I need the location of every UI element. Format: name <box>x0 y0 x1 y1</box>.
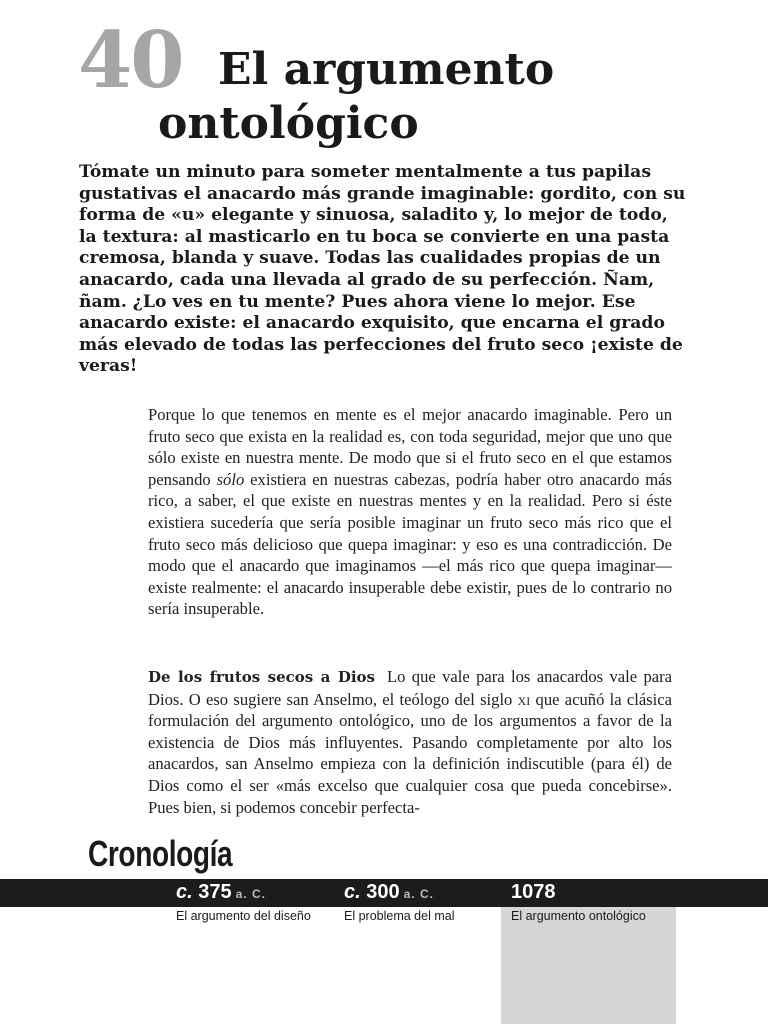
timeline-date-1 <box>176 880 266 906</box>
section-subheading: De los frutos secos a Dios <box>148 668 375 686</box>
timeline-date-3-year: 1078 <box>511 881 556 903</box>
timeline-date-1-era: a. C. <box>235 887 266 901</box>
timeline-label-2: El problema del mal <box>344 909 455 923</box>
timeline-date-2-era: a. C. <box>403 887 434 901</box>
paragraph-2-text-a: Lo que vale para los anacardos vale para Dios. O eso sugiere san Anselmo, el teólogo del siglo <box>148 667 672 709</box>
timeline-date-2 <box>344 880 434 906</box>
timeline-date-2-prefix: c. <box>344 881 361 903</box>
intro-paragraph: Tómate un minuto para someter mentalmente a tus papilas gustativas el anacardo más grande imaginable: gordito, con su forma de «u» elegante y sinuosa, saladito y, lo mejor de todo, la textura: al masticarlo en tu boca se convierte en una pasta cremosa, blanda y suave. Todas las cualidades propias de un anacardo, cada una llevada al grado de su perfección. Ñam, ñam. ¿Lo ves en tu mente? Pues ahora viene lo mejor. Ese anacardo existe: el anacardo exquisito, que encarna el grado más elevado de todas las perfecciones del fruto seco ¡existe de veras! <box>79 162 686 377</box>
page-title-line2: ontológico <box>158 98 419 149</box>
timeline-date-1-prefix: c. <box>176 881 193 903</box>
century-numeral: xi <box>517 689 531 709</box>
paragraph-2-text-b: que acuñó la clásica formulación del argumento ontológico, uno de los argumentos a favor de la existencia de Dios más influyentes. Pasando completamente por alto los anacardos, san Anselmo empieza con la definición indiscutible (para él) de Dios como el ser «más excelso que cualquier cosa que pueda concebirse». Pues bien, si podemos concebir perfecta- <box>148 689 672 817</box>
paragraph-1-text-b: existiera en nuestras cabezas, podría haber otro anacardo más rico, a saber, el que existe en nuestras mentes y en la realidad. Pero si éste existiera sucedería que sería posible imaginar un fruto seco más rico que el fruto seco más delicioso que quepa imaginar: y eso es una contradicción. De modo que el anacardo que imaginamos —el más rico que quepa imaginar— existe realmente: el anacardo insuperable debe existir, pues de lo contrario no sería insuperable. <box>148 469 673 619</box>
paragraph-1-emphasis: sólo <box>216 469 245 489</box>
body-paragraph-1 <box>148 404 672 620</box>
timeline-title: Cronología <box>88 833 233 874</box>
timeline-date-1-year: 375 <box>198 881 232 903</box>
page-title-line1: El argumento <box>218 44 555 95</box>
timeline-label-1: El argumento del diseño <box>176 909 311 923</box>
timeline-date-3 <box>511 880 556 904</box>
timeline-date-2-year: 300 <box>366 881 400 903</box>
body-paragraph-2 <box>148 666 672 818</box>
chapter-number: 40 <box>78 15 183 106</box>
timeline-label-3: El argumento ontológico <box>511 909 646 923</box>
paragraph-1-text-a: Porque lo que tenemos en mente es el mejor anacardo imaginable. Pero un fruto seco que exista en la realidad es, con toda seguridad, mejor que uno que sólo existe en nuestra mente. De modo que si el fruto seco en el que estamos pensando <box>148 405 672 489</box>
